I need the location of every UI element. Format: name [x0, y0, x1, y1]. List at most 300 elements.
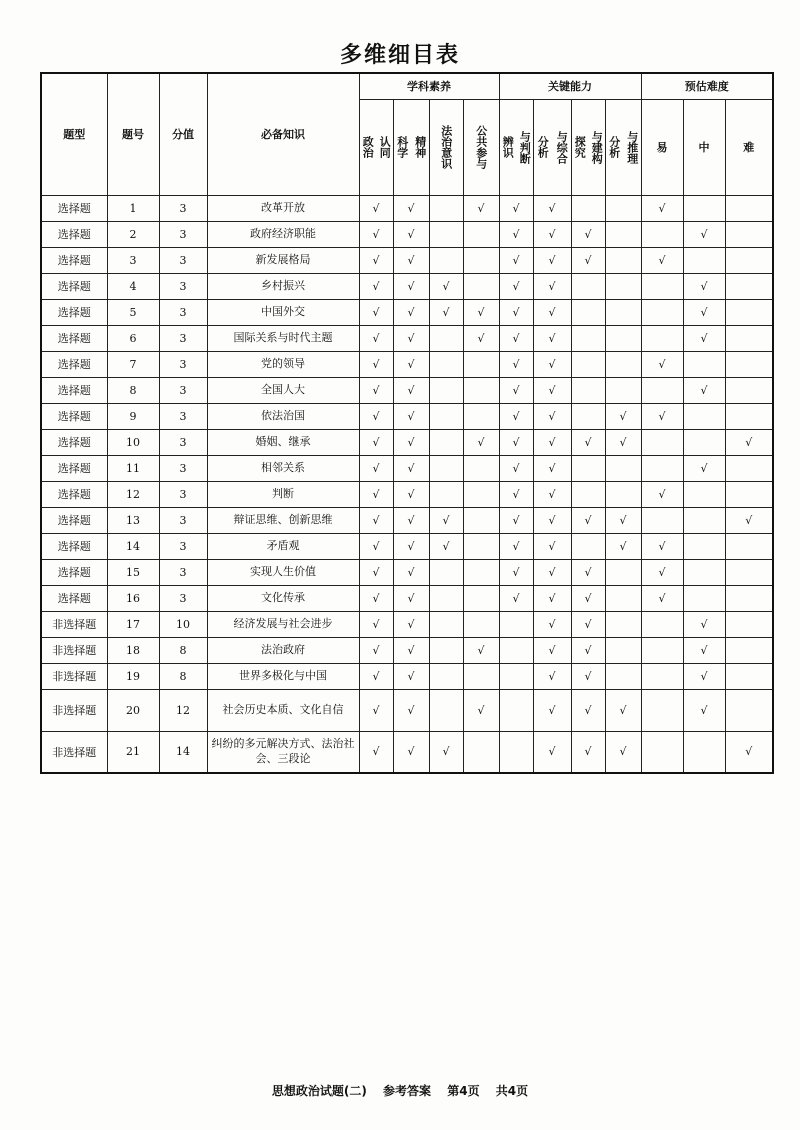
header-difficulty-hard: 难 [725, 99, 773, 195]
score-cell: 3 [159, 325, 207, 351]
check-cell [499, 611, 533, 637]
check-cell: √ [641, 403, 683, 429]
score-cell: 3 [159, 221, 207, 247]
check-cell: √ [393, 247, 429, 273]
knowledge-cell: 世界多极化与中国 [207, 663, 359, 689]
header-analyze-synthesize: 分析 与综合 [533, 99, 571, 195]
check-cell: √ [533, 731, 571, 773]
score-cell: 3 [159, 247, 207, 273]
check-cell [463, 403, 499, 429]
header-public-participation: 公共参与 [463, 99, 499, 195]
check-cell: √ [359, 507, 393, 533]
check-cell: √ [463, 689, 499, 731]
question-type-cell: 非选择题 [41, 731, 107, 773]
check-cell [641, 637, 683, 663]
score-cell: 8 [159, 637, 207, 663]
check-cell: √ [683, 611, 725, 637]
check-cell: √ [571, 663, 605, 689]
check-cell: √ [393, 429, 429, 455]
footer-page-number: 第4页 [447, 1084, 480, 1098]
check-cell: √ [499, 377, 533, 403]
check-cell [641, 455, 683, 481]
question-number-cell: 5 [107, 299, 159, 325]
check-cell: √ [359, 195, 393, 221]
check-cell [725, 351, 773, 377]
check-cell [429, 663, 463, 689]
question-type-cell: 选择题 [41, 533, 107, 559]
check-cell: √ [393, 663, 429, 689]
question-number-cell: 4 [107, 273, 159, 299]
check-cell [641, 663, 683, 689]
check-cell: √ [499, 559, 533, 585]
check-cell: √ [393, 455, 429, 481]
check-cell: √ [359, 403, 393, 429]
check-cell: √ [393, 351, 429, 377]
check-cell: √ [499, 403, 533, 429]
table-row [41, 299, 773, 325]
knowledge-cell: 依法治国 [207, 403, 359, 429]
question-type-cell: 选择题 [41, 559, 107, 585]
table-row [41, 507, 773, 533]
check-cell [605, 195, 641, 221]
check-cell: √ [533, 637, 571, 663]
check-cell [725, 611, 773, 637]
check-cell: √ [533, 299, 571, 325]
check-cell [571, 351, 605, 377]
check-cell: √ [571, 247, 605, 273]
check-cell: √ [463, 299, 499, 325]
check-cell [725, 559, 773, 585]
check-cell [499, 663, 533, 689]
check-cell [463, 585, 499, 611]
check-cell [605, 377, 641, 403]
check-cell: √ [359, 559, 393, 585]
check-cell: √ [533, 195, 571, 221]
check-cell: √ [393, 611, 429, 637]
check-cell: √ [725, 429, 773, 455]
check-cell: √ [499, 533, 533, 559]
table-row [41, 637, 773, 663]
check-cell: √ [641, 247, 683, 273]
check-cell: √ [571, 221, 605, 247]
check-cell: √ [533, 585, 571, 611]
question-type-cell: 选择题 [41, 351, 107, 377]
check-cell: √ [533, 221, 571, 247]
check-cell: √ [393, 637, 429, 663]
check-cell: √ [359, 731, 393, 773]
check-cell: √ [571, 611, 605, 637]
check-cell: √ [393, 325, 429, 351]
check-cell [641, 507, 683, 533]
check-cell: √ [605, 403, 641, 429]
question-number-cell: 12 [107, 481, 159, 507]
check-cell [641, 731, 683, 773]
check-cell: √ [533, 689, 571, 731]
knowledge-cell: 全国人大 [207, 377, 359, 403]
check-cell [429, 455, 463, 481]
question-number-cell: 15 [107, 559, 159, 585]
header-identify-judge: 辨识 与判断 [499, 99, 533, 195]
check-cell [725, 195, 773, 221]
check-cell: √ [499, 299, 533, 325]
check-cell [725, 663, 773, 689]
check-cell [725, 455, 773, 481]
table-row [41, 377, 773, 403]
check-cell: √ [683, 455, 725, 481]
check-cell: √ [393, 507, 429, 533]
knowledge-cell: 新发展格局 [207, 247, 359, 273]
check-cell: √ [571, 559, 605, 585]
check-cell [725, 689, 773, 731]
question-type-cell: 选择题 [41, 429, 107, 455]
header-explore-construct: 探究 与建构 [571, 99, 605, 195]
check-cell [499, 731, 533, 773]
header-analyze-reason: 分析 与推理 [605, 99, 641, 195]
check-cell [571, 195, 605, 221]
score-cell: 3 [159, 351, 207, 377]
check-cell [429, 611, 463, 637]
question-number-cell: 8 [107, 377, 159, 403]
page-footer [0, 1082, 800, 1099]
knowledge-cell: 改革开放 [207, 195, 359, 221]
question-number-cell: 21 [107, 731, 159, 773]
check-cell [641, 273, 683, 299]
check-cell: √ [533, 507, 571, 533]
check-cell [429, 351, 463, 377]
check-cell [605, 247, 641, 273]
header-type: 题型 [41, 73, 107, 195]
check-cell [499, 637, 533, 663]
check-cell [429, 195, 463, 221]
check-cell: √ [393, 221, 429, 247]
check-cell [499, 689, 533, 731]
check-cell [605, 455, 641, 481]
check-cell [463, 663, 499, 689]
score-cell: 3 [159, 533, 207, 559]
question-number-cell: 20 [107, 689, 159, 731]
check-cell [641, 689, 683, 731]
check-cell: √ [605, 689, 641, 731]
check-cell [725, 273, 773, 299]
check-cell: √ [393, 481, 429, 507]
check-cell [641, 611, 683, 637]
check-cell: √ [533, 273, 571, 299]
check-cell: √ [683, 299, 725, 325]
check-cell: √ [683, 273, 725, 299]
check-cell: √ [533, 351, 571, 377]
check-cell [605, 663, 641, 689]
score-cell: 3 [159, 455, 207, 481]
check-cell: √ [359, 221, 393, 247]
check-cell: √ [499, 195, 533, 221]
header-difficulty-medium: 中 [683, 99, 725, 195]
check-cell: √ [683, 325, 725, 351]
table-row [41, 195, 773, 221]
check-cell [605, 273, 641, 299]
check-cell: √ [605, 731, 641, 773]
question-type-cell: 选择题 [41, 221, 107, 247]
check-cell: √ [359, 689, 393, 731]
check-cell [641, 299, 683, 325]
check-cell [463, 611, 499, 637]
table-row [41, 247, 773, 273]
check-cell [429, 689, 463, 731]
check-cell: √ [463, 195, 499, 221]
check-cell: √ [359, 637, 393, 663]
check-cell [463, 351, 499, 377]
check-cell [605, 221, 641, 247]
footer-doc-title: 思想政治试题(二) [271, 1084, 367, 1098]
knowledge-cell: 纠纷的多元解决方式、法治社会、三段论 [207, 731, 359, 773]
check-cell: √ [641, 195, 683, 221]
check-cell [683, 731, 725, 773]
check-cell [683, 429, 725, 455]
question-type-cell: 非选择题 [41, 637, 107, 663]
check-cell [605, 585, 641, 611]
check-cell: √ [393, 273, 429, 299]
check-cell: √ [641, 481, 683, 507]
header-knowledge: 必备知识 [207, 73, 359, 195]
question-number-cell: 13 [107, 507, 159, 533]
check-cell: √ [499, 481, 533, 507]
check-cell [429, 377, 463, 403]
check-cell [571, 533, 605, 559]
check-cell: √ [641, 351, 683, 377]
check-cell [463, 455, 499, 481]
table-row [41, 221, 773, 247]
check-cell: √ [533, 481, 571, 507]
check-cell [605, 299, 641, 325]
check-cell [571, 481, 605, 507]
check-cell [429, 247, 463, 273]
question-number-cell: 17 [107, 611, 159, 637]
check-cell [429, 325, 463, 351]
header-literacy-group: 学科素养 [359, 73, 499, 99]
check-cell: √ [683, 637, 725, 663]
check-cell [683, 585, 725, 611]
check-cell [463, 377, 499, 403]
check-cell: √ [499, 325, 533, 351]
check-cell [463, 507, 499, 533]
check-cell: √ [533, 325, 571, 351]
check-cell [683, 481, 725, 507]
check-cell: √ [393, 377, 429, 403]
check-cell: √ [683, 689, 725, 731]
score-cell: 3 [159, 429, 207, 455]
check-cell: √ [359, 325, 393, 351]
check-cell: √ [499, 455, 533, 481]
check-cell: √ [641, 585, 683, 611]
header-score: 分值 [159, 73, 207, 195]
check-cell [429, 429, 463, 455]
check-cell: √ [571, 689, 605, 731]
check-cell: √ [533, 611, 571, 637]
check-cell [463, 481, 499, 507]
check-cell [683, 403, 725, 429]
check-cell: √ [359, 663, 393, 689]
check-cell: √ [683, 221, 725, 247]
table-row [41, 611, 773, 637]
check-cell [463, 731, 499, 773]
check-cell: √ [571, 429, 605, 455]
check-cell: √ [393, 689, 429, 731]
check-cell [571, 325, 605, 351]
check-cell [605, 611, 641, 637]
check-cell: √ [429, 533, 463, 559]
check-cell: √ [499, 221, 533, 247]
knowledge-cell: 矛盾观 [207, 533, 359, 559]
check-cell [683, 247, 725, 273]
header-political-identity: 政治 认同 [359, 99, 393, 195]
score-cell: 3 [159, 377, 207, 403]
check-cell: √ [429, 507, 463, 533]
knowledge-cell: 政府经济职能 [207, 221, 359, 247]
check-cell: √ [641, 533, 683, 559]
check-cell [605, 351, 641, 377]
check-cell: √ [533, 247, 571, 273]
check-cell [429, 221, 463, 247]
check-cell: √ [393, 585, 429, 611]
question-type-cell: 选择题 [41, 195, 107, 221]
check-cell: √ [359, 585, 393, 611]
check-cell: √ [463, 637, 499, 663]
question-number-cell: 1 [107, 195, 159, 221]
check-cell: √ [499, 585, 533, 611]
check-cell [641, 429, 683, 455]
table-row [41, 403, 773, 429]
question-type-cell: 选择题 [41, 299, 107, 325]
check-cell: √ [683, 377, 725, 403]
check-cell [725, 247, 773, 273]
question-type-cell: 选择题 [41, 585, 107, 611]
check-cell [605, 637, 641, 663]
check-cell [429, 481, 463, 507]
knowledge-cell: 社会历史本质、文化自信 [207, 689, 359, 731]
question-type-cell: 选择题 [41, 247, 107, 273]
check-cell: √ [725, 507, 773, 533]
score-cell: 3 [159, 403, 207, 429]
check-cell: √ [359, 611, 393, 637]
table-row [41, 663, 773, 689]
check-cell: √ [533, 455, 571, 481]
check-cell: √ [499, 429, 533, 455]
check-cell [571, 455, 605, 481]
check-cell [429, 585, 463, 611]
score-cell: 3 [159, 273, 207, 299]
check-cell [463, 221, 499, 247]
knowledge-cell: 乡村振兴 [207, 273, 359, 299]
table-row [41, 585, 773, 611]
table-row [41, 351, 773, 377]
check-cell [429, 637, 463, 663]
check-cell: √ [571, 507, 605, 533]
check-cell: √ [393, 731, 429, 773]
check-cell [605, 481, 641, 507]
question-number-cell: 6 [107, 325, 159, 351]
question-type-cell: 非选择题 [41, 611, 107, 637]
score-cell: 3 [159, 507, 207, 533]
check-cell [463, 247, 499, 273]
check-cell [429, 559, 463, 585]
check-cell [605, 325, 641, 351]
question-number-cell: 10 [107, 429, 159, 455]
check-cell: √ [463, 325, 499, 351]
table-row [41, 689, 773, 731]
check-cell: √ [359, 455, 393, 481]
question-number-cell: 11 [107, 455, 159, 481]
check-cell: √ [393, 559, 429, 585]
knowledge-cell: 中国外交 [207, 299, 359, 325]
check-cell [725, 221, 773, 247]
check-cell: √ [533, 663, 571, 689]
question-number-cell: 9 [107, 403, 159, 429]
check-cell: √ [359, 351, 393, 377]
check-cell [683, 351, 725, 377]
check-cell [725, 533, 773, 559]
table-row [41, 481, 773, 507]
check-cell: √ [571, 637, 605, 663]
check-cell: √ [533, 559, 571, 585]
table-row [41, 429, 773, 455]
check-cell: √ [463, 429, 499, 455]
check-cell: √ [499, 273, 533, 299]
header-scientific-spirit: 科学 精神 [393, 99, 429, 195]
question-number-cell: 18 [107, 637, 159, 663]
check-cell: √ [393, 403, 429, 429]
check-cell: √ [429, 731, 463, 773]
question-number-cell: 7 [107, 351, 159, 377]
score-cell: 12 [159, 689, 207, 731]
check-cell [463, 533, 499, 559]
check-cell [641, 325, 683, 351]
knowledge-cell: 党的领导 [207, 351, 359, 377]
check-cell: √ [641, 559, 683, 585]
check-cell: √ [533, 429, 571, 455]
check-cell [683, 195, 725, 221]
header-difficulty-group: 预估难度 [641, 73, 773, 99]
question-type-cell: 选择题 [41, 507, 107, 533]
check-cell [725, 299, 773, 325]
check-cell: √ [359, 533, 393, 559]
question-type-cell: 选择题 [41, 273, 107, 299]
check-cell: √ [605, 533, 641, 559]
table-row [41, 273, 773, 299]
check-cell [463, 559, 499, 585]
check-cell [725, 377, 773, 403]
check-cell [463, 273, 499, 299]
check-cell: √ [359, 247, 393, 273]
check-cell [683, 507, 725, 533]
check-cell: √ [571, 731, 605, 773]
check-cell: √ [499, 247, 533, 273]
check-cell [641, 377, 683, 403]
check-cell [725, 637, 773, 663]
header-ability-group: 关键能力 [499, 73, 641, 99]
question-number-cell: 19 [107, 663, 159, 689]
knowledge-cell: 实现人生价值 [207, 559, 359, 585]
score-cell: 3 [159, 559, 207, 585]
question-type-cell: 选择题 [41, 377, 107, 403]
specification-table [40, 72, 774, 774]
knowledge-cell: 经济发展与社会进步 [207, 611, 359, 637]
header-number: 题号 [107, 73, 159, 195]
knowledge-cell: 文化传承 [207, 585, 359, 611]
score-cell: 10 [159, 611, 207, 637]
question-type-cell: 选择题 [41, 325, 107, 351]
check-cell [725, 585, 773, 611]
table-row [41, 559, 773, 585]
question-number-cell: 16 [107, 585, 159, 611]
